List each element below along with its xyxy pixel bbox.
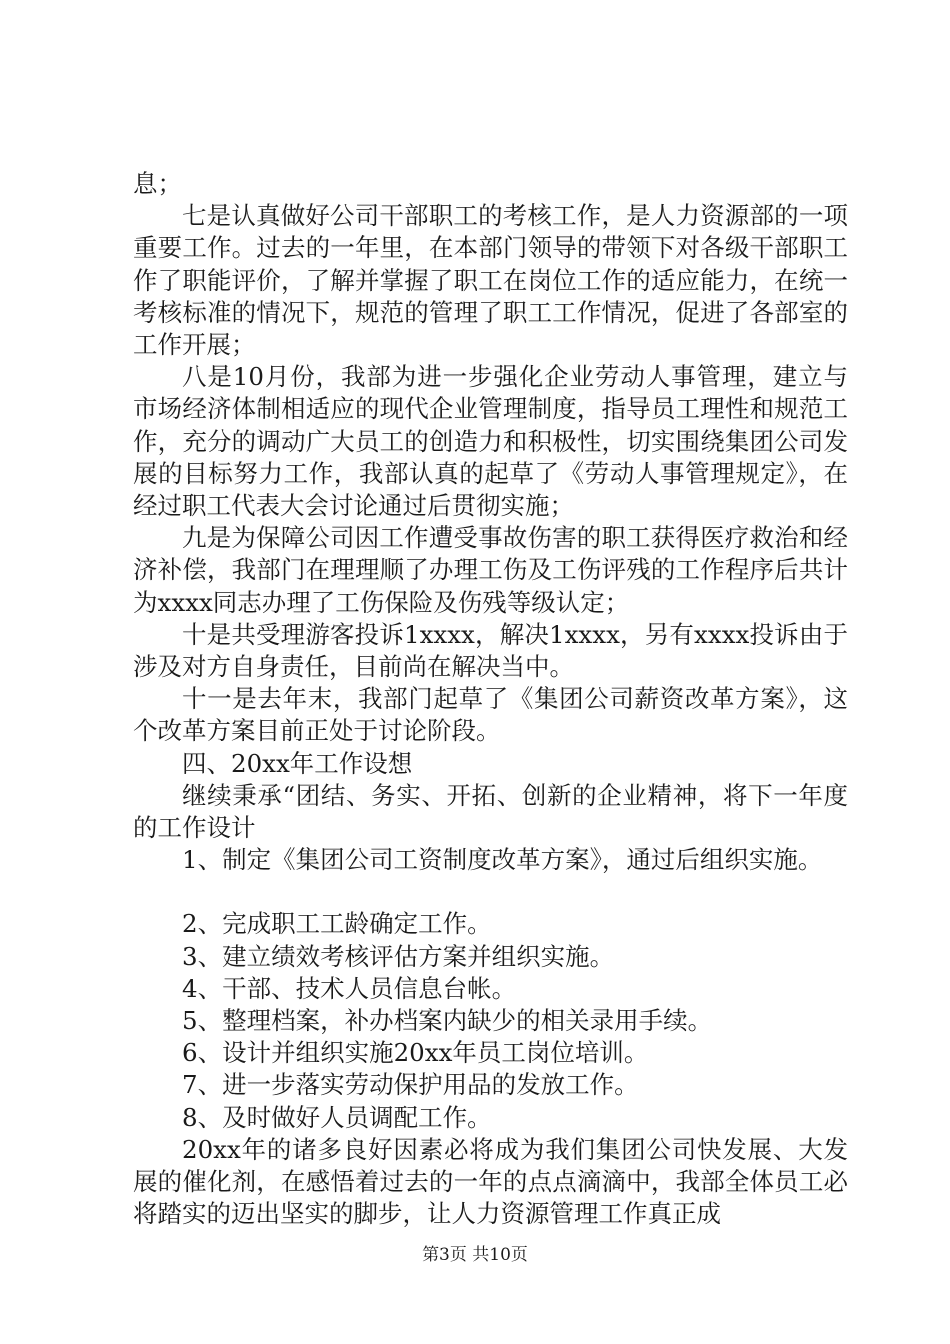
list-item-2: 2、完成职工工龄确定工作。: [182, 909, 492, 939]
paragraph-item-10: 十是共受理游客投诉1xxxx，解决1xxxx，另有xxxx投诉由于涉及对方自身责任，目前尚在解决当中。: [133, 619, 848, 682]
list-item-5: 5、整理档案，补办档案内缺少的相关录用手续。: [182, 1006, 713, 1036]
section-heading-4: 四、20xx年工作设想: [182, 748, 413, 778]
paragraph-item-8: 八是10月份，我部为进一步强化企业劳动人事管理，建立与市场经济体制相适应的现代企业管理制度，指导员工理性和规范工作，充分的调动广大员工的创造力和积极性，切实围绕集团公司发展的目标努力工作，我部认真的起草了《劳动人事管理规定》，在经过职工代表大会讨论通过后贯彻实施；: [133, 362, 848, 521]
document-body: [133, 168, 848, 1231]
list-item-8: 8、及时做好人员调配工作。: [182, 1102, 492, 1132]
list-item-4: 4、干部、技术人员信息台帐。: [182, 973, 517, 1003]
paragraph-intro: 继续秉承“团结、务实、开拓、创新的企业精神，将下一年度的工作设计: [133, 780, 848, 843]
paragraph-item-9: 九是为保障公司因工作遭受事故伤害的职工获得医疗救治和经济补偿，我部门在理理顺了办理工伤及工伤评残的工作程序后共计为xxxx同志办理了工伤保险及伤残等级认定；: [133, 523, 848, 617]
paragraph-item-7: 七是认真做好公司干部职工的考核工作，是人力资源部的一项重要工作。过去的一年里，在本部门领导的带领下对各级干部职工作了职能评价，了解并掌握了职工在岗位工作的适应能力，在统一考核标准的情况下，规范的管理了职工工作情况，促进了各部室的工作开展；: [133, 201, 848, 360]
paragraph-continuation: 息；: [133, 169, 182, 198]
list-item-3: 3、建立绩效考核评估方案并组织实施。: [182, 941, 615, 971]
list-item-6: 6、设计并组织实施20xx年员工岗位培训。: [182, 1038, 649, 1068]
page-number-label: 第3页 共10页: [422, 1245, 528, 1265]
list-item-7: 7、进一步落实劳动保护用品的发放工作。: [182, 1070, 639, 1100]
paragraph-conclusion: 20xx年的诸多良好因素必将成为我们集团公司快发展、大发展的催化剂，在感悟着过去的一年的点点滴滴中，我部全体员工必将踏实的迈出坚实的脚步，让人力资源管理工作真正成: [133, 1134, 848, 1229]
page-footer: [0, 1243, 950, 1267]
paragraph-item-11: 十一是去年末，我部门起草了《集团公司薪资改革方案》，这个改革方案目前正处于讨论阶段。: [133, 684, 848, 746]
list-item-1: 1、制定《集团公司工资制度改革方案》，通过后组织实施。: [182, 845, 823, 875]
